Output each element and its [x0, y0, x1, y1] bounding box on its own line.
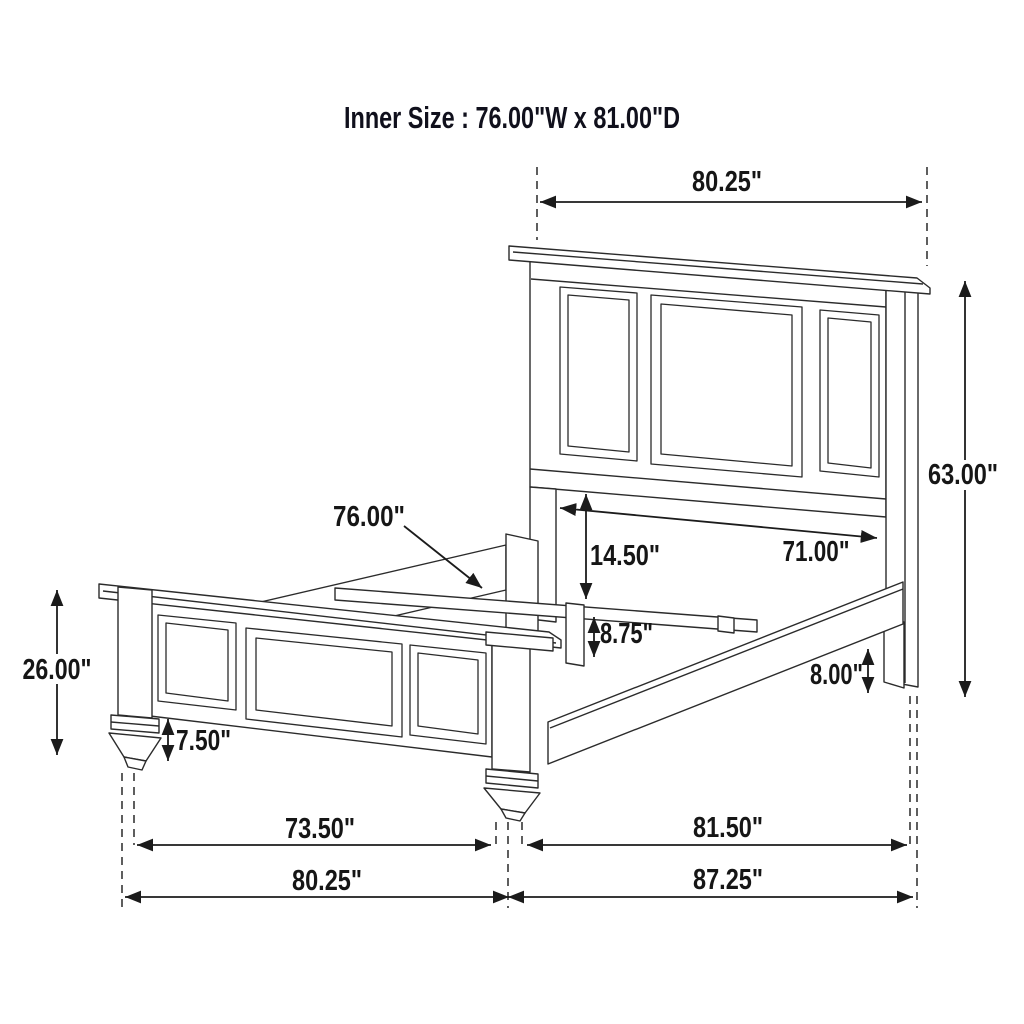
dim-rail-height-label: 8.00": [810, 659, 863, 691]
dim-headboard-clearance-label: 14.50": [590, 540, 660, 572]
dim-slat-height-label: 8.75": [600, 618, 653, 650]
dim-slat-width-label: 76.00": [333, 501, 405, 533]
dim-rail-inner-length-label: 81.50": [693, 812, 763, 844]
diagram-title: Inner Size : 76.00"W x 81.00"D: [344, 100, 680, 135]
dim-foot-height-label: 7.50": [176, 725, 231, 757]
dim-headboard-height-label: 63.00": [928, 459, 998, 491]
dim-inner-width-label: 71.00": [782, 536, 850, 568]
dim-footboard-height-label: 26.00": [22, 654, 92, 686]
footboard: [99, 584, 561, 821]
slat-center-support: [566, 603, 584, 666]
dim-overall-length-label: 87.25": [693, 864, 763, 896]
footboard-right-foot: [484, 769, 540, 821]
dim-headboard-width-label: 80.25": [692, 166, 762, 198]
headboard-panels: [560, 287, 879, 477]
footboard-right-leg: [492, 640, 530, 772]
footboard-left-leg: [118, 587, 152, 718]
footboard-left-foot: [109, 715, 161, 770]
dim-footboard-inner-width-label: 73.50": [285, 813, 355, 845]
dim-footboard-outer-width-label: 80.25": [292, 865, 362, 897]
